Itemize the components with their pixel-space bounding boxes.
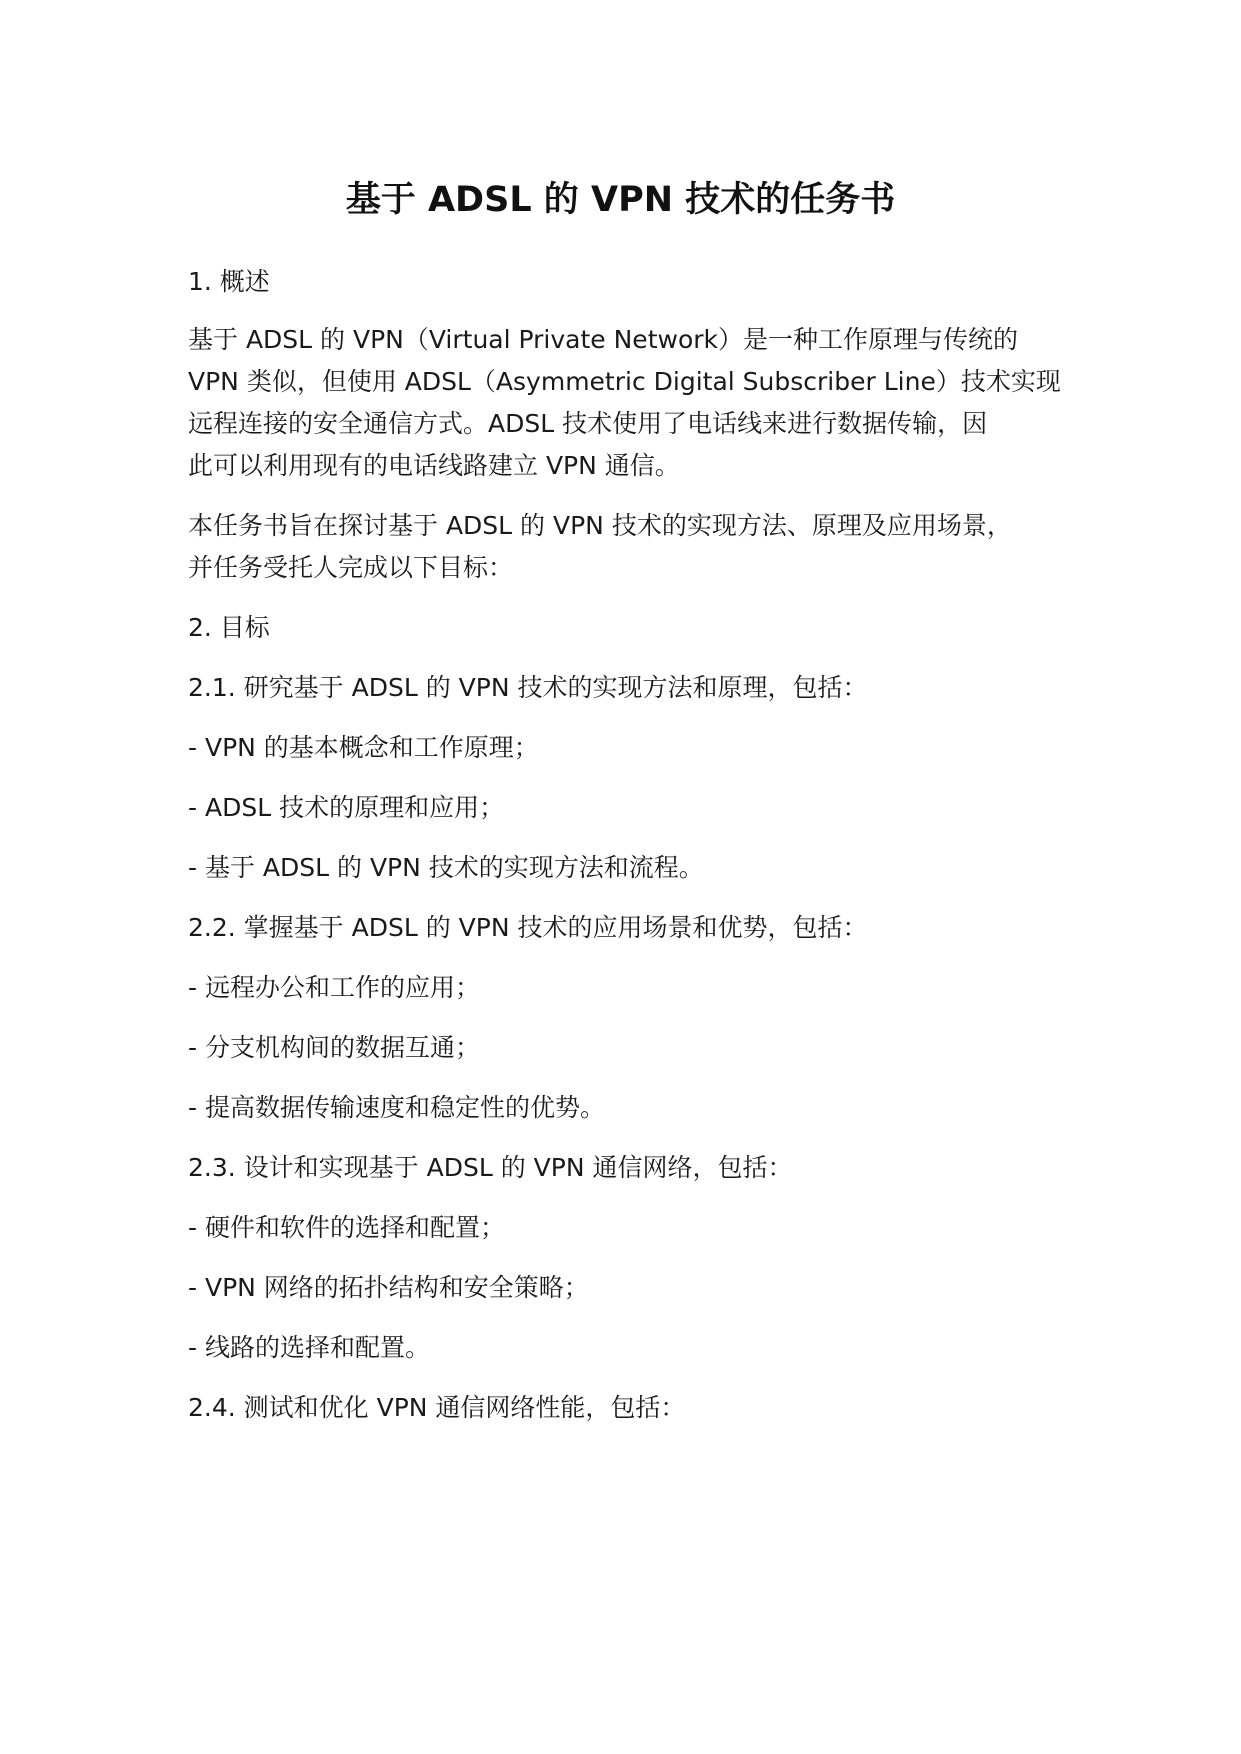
paragraph-line: 并任务受托人完成以下目标： — [188, 553, 514, 582]
paragraph-line: 本任务书旨在探讨基于 ADSL 的 VPN 技术的实现方法、原理及应用场景， — [188, 511, 1012, 540]
paragraph-line: 基于 ADSL 的 VPN（Virtual Private Network）是一种工作原理与传统的 — [188, 325, 1018, 354]
list-item: - VPN 网络的拓扑结构和安全策略； — [188, 1273, 589, 1302]
paragraph-line: VPN 类似，但使用 ADSL（Asymmetric Digital Subscriber Line）技术实现 — [188, 367, 1061, 396]
list-item: - VPN 的基本概念和工作原理； — [188, 733, 539, 762]
subsection-heading: 2.1. 研究基于 ADSL 的 VPN 技术的实现方法和原理，包括： — [188, 673, 868, 702]
section-heading-goals: 2. 目标 — [188, 613, 270, 642]
list-item: - ADSL 技术的原理和应用； — [188, 793, 505, 822]
subsection-heading: 2.4. 测试和优化 VPN 通信网络性能，包括： — [188, 1393, 686, 1422]
list-item: - 线路的选择和配置。 — [188, 1333, 430, 1362]
list-item: - 提高数据传输速度和稳定性的优势。 — [188, 1093, 605, 1122]
section-heading-overview: 1. 概述 — [188, 267, 270, 296]
list-item: - 远程办公和工作的应用； — [188, 973, 480, 1002]
paragraph-line: 此可以利用现有的电话线路建立 VPN 通信。 — [188, 451, 680, 480]
paragraph-line: 远程连接的安全通信方式。ADSL 技术使用了电话线来进行数据传输，因 — [188, 409, 988, 438]
list-item: - 硬件和软件的选择和配置； — [188, 1213, 505, 1242]
document-title: 基于 ADSL 的 VPN 技术的任务书 — [345, 180, 896, 220]
subsection-heading: 2.3. 设计和实现基于 ADSL 的 VPN 通信网络，包括： — [188, 1153, 793, 1182]
list-item: - 分支机构间的数据互通； — [188, 1033, 480, 1062]
list-item: - 基于 ADSL 的 VPN 技术的实现方法和流程。 — [188, 853, 704, 882]
subsection-heading: 2.2. 掌握基于 ADSL 的 VPN 技术的应用场景和优势，包括： — [188, 913, 868, 942]
